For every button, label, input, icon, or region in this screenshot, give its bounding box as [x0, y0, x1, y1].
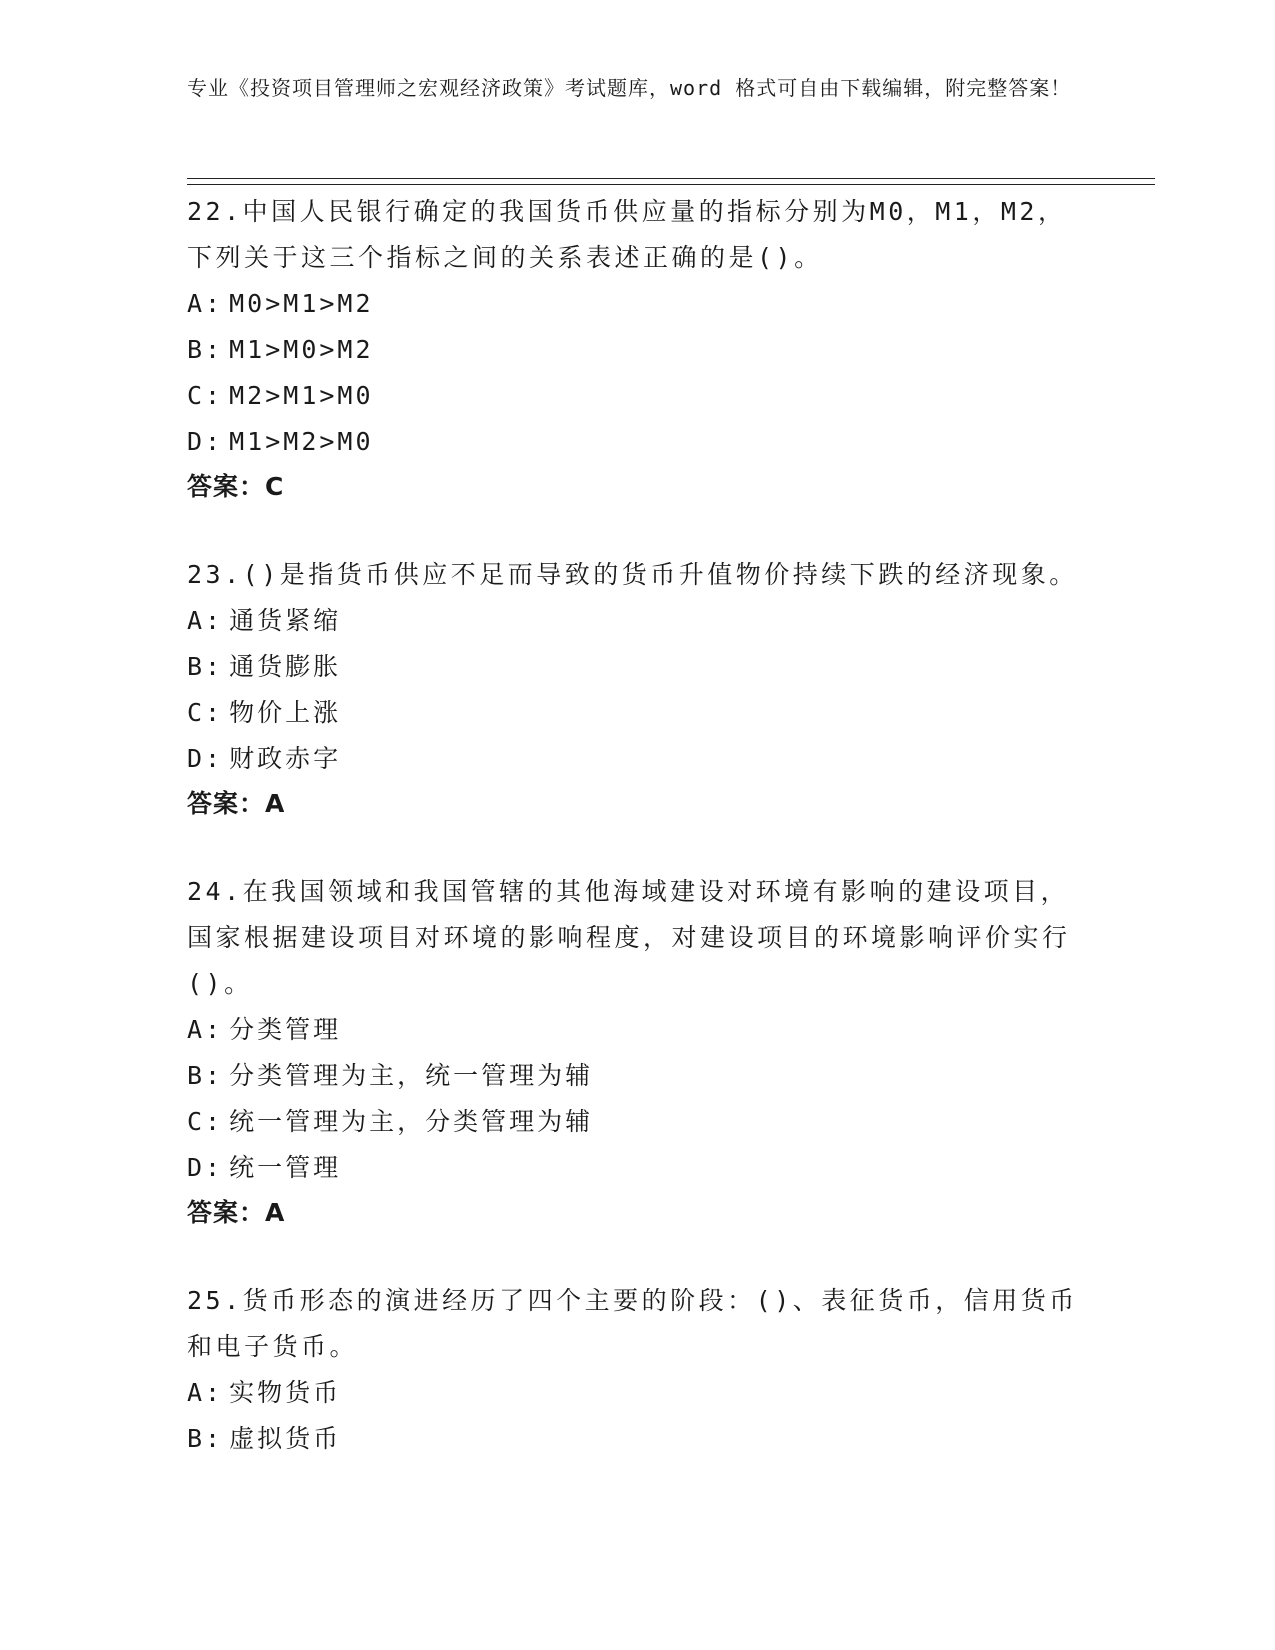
option-text: M1>M0>M2 — [229, 335, 374, 364]
option-label: B: — [187, 1424, 224, 1453]
option-text: 分类管理为主，统一管理为辅 — [229, 1061, 594, 1090]
option-c — [187, 1099, 1087, 1145]
header-divider-bottom — [187, 184, 1155, 185]
option-c — [187, 373, 1087, 419]
option-a — [187, 1370, 1087, 1416]
option-label: A: — [187, 289, 224, 318]
option-label: B: — [187, 335, 224, 364]
option-text: 财政赤字 — [229, 744, 342, 773]
option-b — [187, 327, 1087, 373]
question-23 — [187, 552, 1087, 826]
question-25 — [187, 1278, 1087, 1462]
question-stem: 22.中国人民银行确定的我国货币供应量的指标分别为M0，M1，M2，下列关于这三个指标之间的关系表述正确的是()。 — [187, 197, 1067, 272]
answer-line: 答案：A — [187, 1198, 286, 1227]
document-header: 专业《投资项目管理师之宏观经济政策》考试题库，word 格式可自由下载编辑，附完整答案！ — [187, 76, 1072, 100]
option-c — [187, 690, 1087, 736]
option-text: 统一管理 — [229, 1153, 342, 1182]
option-text: 虚拟货币 — [229, 1424, 342, 1453]
question-stem: 25.货币形态的演进经历了四个主要的阶段：()、表征货币，信用货币和电子货币。 — [187, 1286, 1078, 1361]
answer-line: 答案：C — [187, 472, 285, 501]
option-text: M2>M1>M0 — [229, 381, 374, 410]
option-d — [187, 419, 1087, 465]
option-d — [187, 1145, 1087, 1191]
option-text: 实物货币 — [229, 1378, 342, 1407]
option-label: D: — [187, 1153, 224, 1182]
option-text: M0>M1>M2 — [229, 289, 374, 318]
option-label: A: — [187, 1378, 224, 1407]
option-a — [187, 1007, 1087, 1053]
option-label: C: — [187, 1107, 224, 1136]
question-24 — [187, 869, 1087, 1235]
option-label: C: — [187, 381, 224, 410]
option-label: D: — [187, 744, 224, 773]
question-stem: 24.在我国领域和我国管辖的其他海域建设对环境有影响的建设项目，国家根据建设项目对环境的影响程度，对建设项目的环境影响评价实行()。 — [187, 877, 1071, 998]
option-text: 通货膨胀 — [229, 652, 342, 681]
header-divider-top — [187, 178, 1155, 179]
option-label: B: — [187, 1061, 224, 1090]
option-text: 统一管理为主，分类管理为辅 — [229, 1107, 594, 1136]
option-label: C: — [187, 698, 224, 727]
option-label: D: — [187, 427, 224, 456]
answer-line: 答案：A — [187, 789, 286, 818]
question-list — [187, 189, 1087, 1505]
option-d — [187, 736, 1087, 782]
option-b — [187, 644, 1087, 690]
option-b — [187, 1416, 1087, 1462]
option-label: A: — [187, 606, 224, 635]
option-text: 物价上涨 — [229, 698, 342, 727]
option-text: M1>M2>M0 — [229, 427, 374, 456]
option-label: A: — [187, 1015, 224, 1044]
option-text: 通货紧缩 — [229, 606, 342, 635]
question-22 — [187, 189, 1087, 509]
question-stem: 23.()是指货币供应不足而导致的货币升值物价持续下跌的经济现象。 — [187, 560, 1078, 589]
option-a — [187, 281, 1087, 327]
option-a — [187, 598, 1087, 644]
option-text: 分类管理 — [229, 1015, 342, 1044]
option-b — [187, 1053, 1087, 1099]
option-label: B: — [187, 652, 224, 681]
